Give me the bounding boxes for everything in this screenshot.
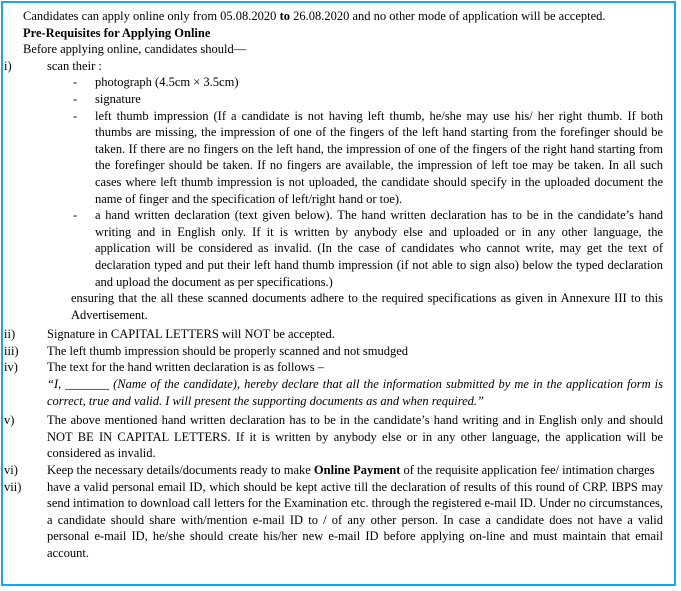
item-text: Keep the necessary details/documents ready to make [47, 463, 311, 478]
item-number: iii) [4, 343, 19, 358]
list-item-vi [4, 462, 663, 479]
list-item-i [4, 58, 663, 75]
item-text: The left thumb impression should be properly scanned and not smudged [47, 343, 409, 358]
application-dates-line [23, 8, 663, 25]
before-applying-text: Before applying online, candidates should— [23, 42, 247, 57]
list-item-vii [4, 479, 663, 562]
dates-prefix: Candidates can apply online only from 05.08.2020 [23, 9, 277, 23]
section-heading: Pre-Requisites for Applying Online [23, 25, 211, 40]
item-number: i) [4, 58, 12, 73]
document-body [4, 8, 663, 562]
item-text: have a valid personal email ID, which should be kept active till the declaration of results of this round of CRP. IBPS may send intimation to download call letters for the Examination etc. through the registered e-mail ID. Under no circumstances, a candidate should share with/mention e-mail ID to / of any other person. In case a candidate does not have a valid personal e-mail ID, he/she should create his/her new e-mail ID before applying on-line and must maintain that email account. [47, 479, 663, 560]
online-payment-bold: Online Payment [313, 463, 401, 478]
item-number: ii) [4, 327, 16, 342]
list-item-iv [4, 359, 663, 409]
item-text: The above mentioned hand written declaration has to be in the candidate’s hand writing and in English only and should NOT BE IN CAPITAL LETTERS. If it is written by anybody else or in any other language, the application will be considered as invalid. [47, 413, 663, 461]
item-number: v) [4, 413, 15, 428]
item-number: vii) [4, 479, 22, 494]
dates-suffix: 26.08.2020 and no other mode of application will be accepted. [293, 9, 606, 23]
item-text: The text for the hand written declaration is as follows – [47, 360, 325, 375]
item-text-after: of the requisite application fee/ intimation charges [400, 463, 655, 478]
document-frame [1, 1, 676, 586]
scan-item-declaration: - a hand written declaration (text given below). The hand written declaration has to be in the candidate’s hand writing and in English only. If it is written by anybody else and uploaded or in any other language, the application will be considered as invalid. (In the case of candidates who cannot write, may get the text of declaration typed and put their left hand thumb impression (if not able to sign also) below the typed declaration and upload the document as per specifications.) [71, 207, 663, 290]
scan-item-photograph: - photograph (4.5cm × 3.5cm) [71, 74, 663, 91]
item-number: iv) [4, 360, 18, 375]
item-text: scan their : [47, 58, 102, 73]
list-item-iii [4, 343, 663, 360]
scan-item-signature: - signature [71, 91, 663, 108]
item-text: Signature in CAPITAL LETTERS will NOT be accepted. [47, 327, 335, 342]
dates-to: to [279, 9, 290, 23]
list-item-ii [4, 326, 663, 343]
ensuring-text: ensuring that the all these scanned documents adhere to the required specifications as given in Annexure III to this Advertisement. [71, 291, 663, 322]
declaration-text: “I, _______ (Name of the candidate), hereby declare that all the information submitted by me in the application form is correct, true and valid. I will present the supporting documents as and when required.” [47, 377, 663, 408]
scan-item-thumb-impression: - left thumb impression (If a candidate is not having left thumb, he/she may use his/ her right thumb. If both thumbs are missing, the impression of one of the fingers of the left hand starting from the forefinger should be taken. If there are no fingers on the left hand, the impression of one of the fingers of the right hand starting from the forefinger should be taken. If no fingers are available, the impression of left toe may be taken. In all such cases where left thumb impression is not uploaded, the candidate should specify in the uploaded document the name of finger and the specification of left/right hand or toe). [71, 108, 663, 208]
list-item-v [4, 412, 663, 462]
scan-items-list [23, 74, 663, 290]
item-number: vi) [4, 463, 18, 478]
